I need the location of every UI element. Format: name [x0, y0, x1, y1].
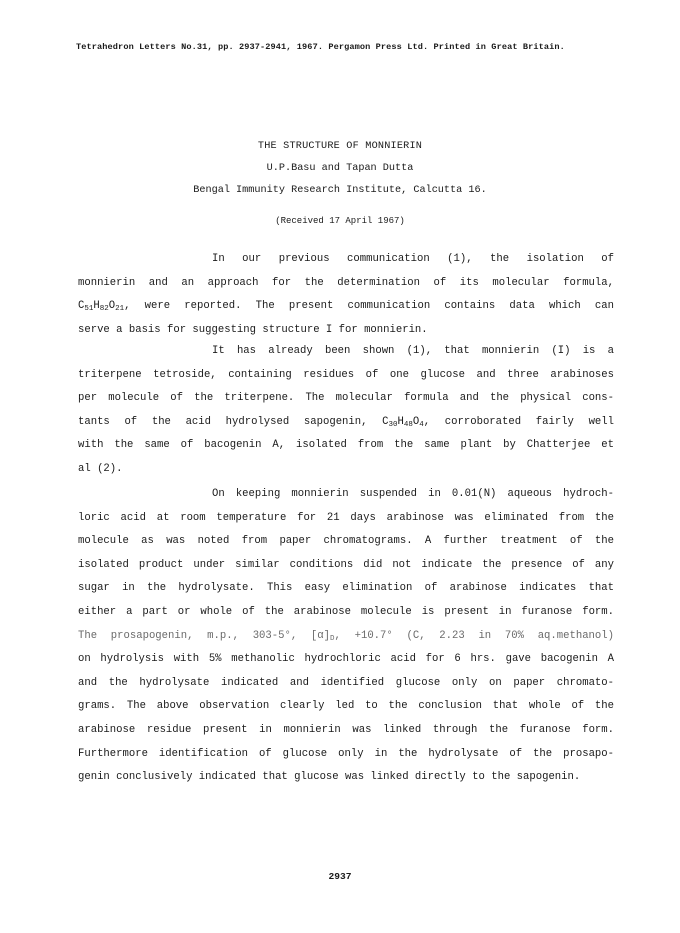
paragraph-line: monnierin and an approach for the determination of its molecular formula,: [78, 276, 614, 289]
paragraph-line: [78, 625, 614, 649]
paragraph-line: [78, 483, 614, 507]
text-span: On keeping monnierin suspended in 0.01(N) aqueous hydroch-: [212, 488, 614, 500]
paragraph-2: [78, 340, 614, 482]
paragraph-line: sugar in the hydrolysate. This easy elimination of arabinose indicates that: [78, 582, 614, 595]
text-span: H: [397, 415, 404, 428]
text-span: It has already been shown (1), that monnierin (I) is a: [212, 345, 614, 357]
article-title: THE STRUCTURE OF MONNIERIN: [257, 141, 423, 152]
text-span: , were reported. The present communication contains data which can: [124, 300, 614, 313]
journal-header: Tetrahedron Letters No.31, pp. 2937-2941, 1967. Pergamon Press Ltd. Printed in Great Britain.: [76, 42, 565, 52]
paragraph-line: [78, 248, 614, 272]
paragraph-line: Furthermore identification of glucose only in the hydrolysate of the prosapo-: [78, 747, 614, 760]
text-span: tants of the acid hydrolysed sapogenin, C: [78, 415, 389, 428]
text-span: O: [412, 415, 420, 428]
subscript: 4: [419, 420, 424, 429]
paragraph-line: [78, 295, 614, 319]
received-date: (Received 17 April 1967): [275, 216, 405, 226]
paragraph-line: [78, 340, 614, 364]
paragraph-line: per molecule of the triterpene. The molecular formula and the physical cons-: [78, 392, 614, 405]
paragraph-1: [78, 248, 614, 342]
paragraph-line: either a part or whole of the arabinose molecule is present in furanose form.: [78, 605, 614, 618]
paragraph-3: [78, 483, 614, 790]
article-authors: U.P.Basu and Tapan Dutta: [266, 163, 414, 174]
text-span: The prosapogenin, m.p., 303-5°, [α]: [78, 629, 330, 642]
paragraph-line: genin conclusively indicated that glucose was linked directly to the sapogenin.: [78, 771, 581, 784]
paragraph-line: and the hydrolysate indicated and identified glucose only on paper chromato-: [78, 676, 614, 689]
paragraph-line: loric acid at room temperature for 21 days arabinose was eliminated from the: [78, 511, 614, 524]
subscript: 30: [388, 420, 398, 429]
paragraph-line: [78, 411, 614, 435]
subscript: D: [330, 634, 335, 643]
article-affiliation: Bengal Immunity Research Institute, Calcutta 16.: [193, 185, 487, 196]
paragraph-line: grams. The above observation clearly led to the conclusion that whole of the: [78, 700, 614, 713]
paragraph-line: triterpene tetroside, containing residues of one glucose and three arabinoses: [78, 368, 614, 381]
formula-molecular: $C_{51}H_{82}O_{21}$: [78, 300, 125, 314]
paragraph-line: isolated product under similar conditions did not indicate the presence of any: [78, 558, 614, 571]
paragraph-line: on hydrolysis with 5% methanolic hydrochloric acid for 6 hrs. gave bacogenin A: [78, 653, 614, 666]
text-span: , +10.7° (C, 2.23 in 70% aq.methanol): [334, 629, 614, 642]
text-span: In our previous communication (1), the isolation of: [212, 253, 614, 265]
page-number: 2937: [328, 871, 352, 882]
subscript: 48: [403, 420, 413, 429]
paragraph-line: molecule as was noted from paper chromatograms. A further treatment of the: [78, 535, 614, 548]
paragraph-line: al (2).: [78, 462, 123, 475]
paragraph-line: arabinose residue present in monnierin was linked through the furanose form.: [78, 723, 614, 736]
text-span: , corroborated fairly well: [423, 415, 614, 428]
paragraph-line: with the same of bacogenin A, isolated from the same plant by Chatterjee et: [78, 439, 614, 452]
paragraph-line: serve a basis for suggesting structure I for monnierin.: [78, 323, 428, 336]
